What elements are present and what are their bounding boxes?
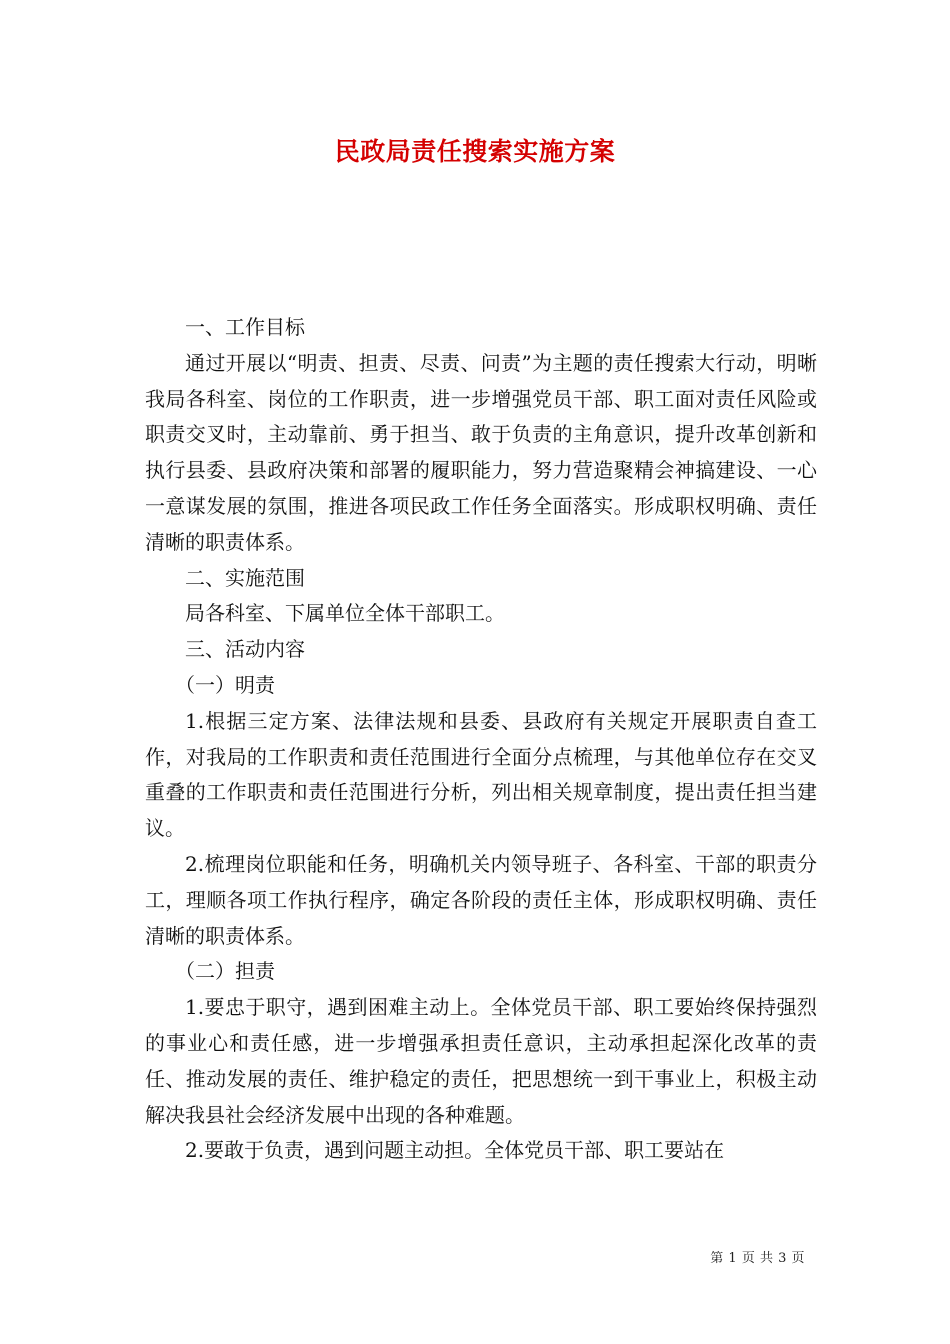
body-paragraph: 通过开展以“明责、担责、尽责、问责”为主题的责任搜索大行动，明晰我局各科室、岗位的工作职责，进一步增强党员干部、职工面对责任风险或职责交叉时，主动靠前、勇于担当、敢于负责的主角意识，提升改革创新和执行县委、县政府决策和部署的履职能力，努力营造聚精会神搞建设、一心一意谋发展的氛围，推进各项民政工作任务全面落实。形成职权明确、责任清晰的职责体系。 (145, 350, 817, 554)
section-heading: 二、实施范围 (185, 565, 305, 590)
document-body (145, 310, 817, 1169)
body-paragraph: 局各科室、下属单位全体干部职工。 (185, 601, 505, 626)
document-title: 民政局责任搜索实施方案 (334, 137, 616, 166)
page-number: 第 1 页 共 3 页 (710, 1251, 805, 1266)
section-heading: 三、活动内容 (185, 637, 305, 662)
subsection-heading: （二）担责 (175, 959, 275, 984)
section-heading: 一、工作目标 (185, 315, 305, 339)
body-paragraph: 2.梳理岗位职能和任务，明确机关内领导班子、各科室、干部的职责分工，理顺各项工作执行程序，确定各阶段的责任主体，形成职权明确、责任清晰的职责体系。 (145, 851, 817, 948)
subsection-heading: （一）明责 (175, 672, 275, 697)
body-paragraph: 1.要忠于职守，遇到困难主动上。全体党员干部、职工要始终保持强烈的事业心和责任感，进一步增强承担责任意识，主动承担起深化改革的责任、推动发展的责任、维护稳定的责任，把思想统一到干事业上，积极主动解决我县社会经济发展中出现的各种难题。 (145, 995, 817, 1127)
body-paragraph: 1.根据三定方案、法律法规和县委、县政府有关规定开展职责自查工作，对我局的工作职责和责任范围进行全面分点梳理，与其他单位存在交叉重叠的工作职责和责任范围进行分析，列出相关规章制度，提出责任担当建议。 (145, 708, 817, 841)
body-paragraph: 2.要敢于负责，遇到问题主动担。全体党员干部、职工要站在 (185, 1138, 725, 1163)
